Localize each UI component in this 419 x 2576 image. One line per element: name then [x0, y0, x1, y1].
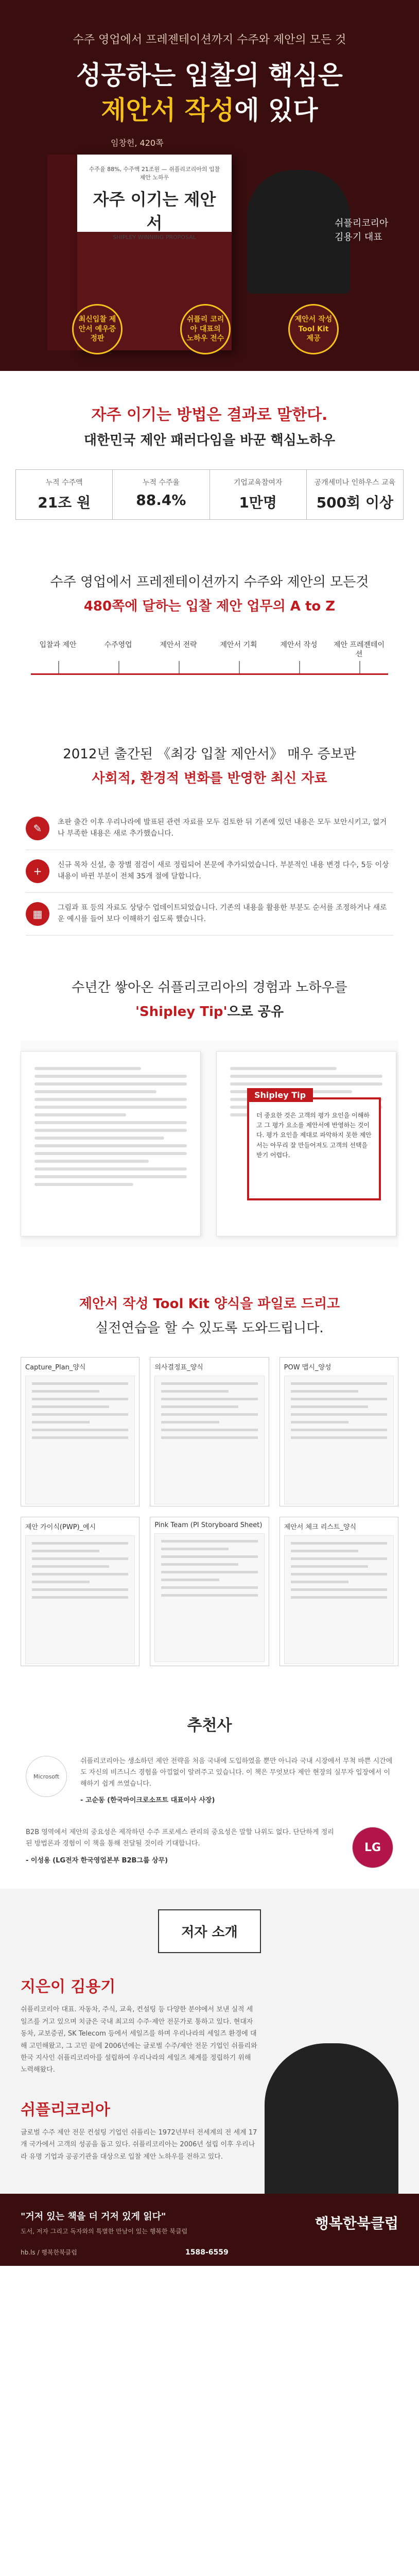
toolkit-card: 제안서 체크 리스트_양식: [280, 1517, 398, 1666]
process-step: 제안서 작성: [272, 640, 326, 650]
revision-list: [26, 807, 393, 936]
stat-label: 공개세미나 인하우스 교육: [314, 479, 396, 487]
process-step: 수주영업: [91, 640, 145, 650]
list-item: [26, 893, 393, 936]
list-item-text: 그림과 표 등의 자료도 상당수 업데이트되었습니다. 기존의 내용을 활용한 부분도 순서를 조정하거나 새로운 예시를 들어 보다 이해하기 쉽도록 했습니다.: [58, 904, 387, 924]
author-caption: [335, 216, 388, 244]
hero-byline: 임창헌, 420쪽: [111, 138, 164, 148]
author-caption-company: 쉬플리코리아: [335, 218, 389, 229]
company-bio: 글로벌 수주 제안 전문 컨설팅 기업인 쉬플리는 1972년부터 전세계의 전 세계 17개 국가에서 고객의 성공을 돕고 있다. 쉬플리코리아는 2006년 설립 이후 우리나라 유명 기업과 공공기관을 대상으로 입찰 제안 노하우를 전하고 있다.: [21, 2128, 257, 2161]
stat-trainees: [210, 470, 307, 519]
process-step: 제안 프레젠테이션: [332, 640, 386, 659]
toolkit-card: 제안 가이식(PWP)_예시: [21, 1517, 139, 1666]
stat-value: 1만명: [239, 494, 277, 511]
footer: [0, 2194, 419, 2266]
toolkit-card: 의사결정표_양식: [150, 1357, 269, 1506]
process-step: 제안서 전략: [151, 640, 205, 650]
footer-quote: "거저 있는 책을 더 거저 있게 읽다": [21, 2211, 166, 2222]
list-item: [26, 850, 393, 893]
stat-value: 500회 이상: [316, 494, 394, 511]
toolkit-section: [0, 1262, 419, 1682]
list-item-text: 초판 출간 이후 우리나라에 발표된 관련 자료를 모두 검토한 뒤 기존에 있던 내용은 모두 보안시키고, 없거나 부족한 내용은 새로 추가했습니다.: [58, 818, 387, 838]
lg-logo: LG: [352, 1827, 393, 1868]
stat-label: 누적 수주율: [142, 479, 180, 487]
toolkit-card: Pink Team (PI Storyboard Sheet): [150, 1517, 269, 1666]
stat-label: 기업교육참여자: [233, 479, 283, 487]
results-section: [0, 371, 419, 535]
stat-label: 누적 수주액: [45, 479, 83, 487]
recommendation-signature: - 고순동 (한국마이크로소프트 대표이사 사장): [80, 1797, 215, 1805]
toolkit-card: Capture_Plan_양식: [21, 1357, 139, 1506]
hero-section: [0, 0, 419, 371]
scope-section: [0, 535, 419, 713]
tip-subheadline: [0, 1001, 419, 1020]
author-bio: 쉬플리코리아 대표. 자동차, 주식, 교육, 컨설팅 등 다양한 분야에서 보낸 실적 세일즈를 거고 있으며 치금은 국내 최고의 수주·제안 전문가로 통하고 있다. 현대자동차, 교보증권, SK Telecom 등에서 세일즈를 하며 우리나라의 세일즈 환경에 대해 고민해왔고, 그 고민 끝에 2006년에는 글로벌 수주/제안 전문 기업인 쉬플리와 한국 지사인 쉬플리코리아를 설립하여 우리나라의 세일즈 체계를 정립하기 위해 노력해왔다.: [21, 2006, 257, 2074]
list-item: [26, 807, 393, 850]
hero-title: [0, 58, 419, 128]
process-flow: [31, 640, 388, 697]
publisher-logo: 행복한북클럽: [315, 2214, 398, 2232]
shipley-tip-text: 더 중요한 것은 고객의 평가 요인을 이해하고 그 평가 요소를 제안서에 반영하는 것이다. 평가 요인을 제대로 파악하지 못한 제안서는 아무리 잘 만들어져도 고객의 선택을 받기 어렵다.: [256, 1112, 372, 1159]
book-subtitle: SHIPLEY WINNING PROPOSAL: [113, 234, 196, 241]
stat-total-amount: [16, 470, 113, 519]
footer-subtext: 도서, 저자 그리고 독자와의 특별한 만남이 있는 행복한 북클럽: [21, 2227, 188, 2235]
stat-seminars: [307, 470, 403, 519]
toolkit-headline: 제안서 작성 Tool Kit 양식을 파일로 드리고: [79, 1296, 340, 1312]
hero-title-line1: 성공하는 입찰의 핵심은: [76, 60, 343, 90]
recommendation-section: [0, 1682, 419, 1889]
left-page: [21, 1051, 201, 1236]
results-headline: 자주 이기는 방법은 결과로 말한다.: [91, 406, 328, 424]
shipley-tip-box: [247, 1090, 381, 1200]
footer-link[interactable]: hb.ls / 행복한북클럽: [21, 2248, 77, 2256]
recommendation-text: 쉬플리코리아는 생소하던 제안 전략을 처음 국내에 도입하였을 뿐만 아니라 국내 시장에서 무척 바쁜 시간에도 자신의 비즈니스 경험을 아낌없이 알려주고 있습니다. 이 책은 무엇보다 제안 현장의 실무자 입장에서 이해하기 쉽게 쓰였습니다.: [80, 1757, 393, 1788]
tip-subheadline-rest: 으로 공유: [227, 1004, 284, 1020]
hero-title-highlight: 제안서 작성: [101, 95, 235, 125]
toolkit-card: POW 맵시_양성: [280, 1357, 398, 1506]
book-cover-top: [77, 155, 232, 241]
recommendation-text: B2B 영역에서 제안의 중요성은 제작하던 수주 프로세스 관리의 중요성은 말할 나위도 없다. 단단하게 정리된 방법론과 경험이 이 책을 통해 전달될 것이라 기대합니다.: [26, 1828, 334, 1848]
microsoft-logo: Microsoft: [26, 1756, 67, 1797]
stat-value: 88.4%: [136, 492, 186, 509]
document-icon: ✎: [26, 817, 49, 840]
author-caption-name: 김용기 대표: [335, 232, 382, 243]
scope-subheadline: 480쪽에 달하는 입찰 제안 업무의 A to Z: [83, 599, 336, 614]
author-section-badge: 저자 소개: [158, 1909, 261, 1953]
company-name: 쉬플리코리아: [21, 2100, 110, 2119]
revision-section: [0, 713, 419, 951]
book-spread: [21, 1041, 398, 1247]
recommendation-signature: - 이성용 (LG전자 한국영업본부 B2B그룹 상무): [26, 1856, 168, 1865]
revision-headline: 2012년 출간된 《최강 입찰 제안서》 매우 증보판: [63, 747, 356, 762]
badge-special-edition: 최신입찰 제안서 예우증정판: [72, 304, 123, 354]
badge-toolkit: 제안서 작성 Tool Kit 제공: [288, 304, 339, 354]
recommendation-item: [26, 1756, 393, 1806]
author-name: 지은이 김용기: [21, 1978, 116, 1996]
hero-title-line2: [0, 93, 419, 128]
chart-icon: ▦: [26, 902, 49, 926]
author-section: [0, 1889, 419, 2194]
stat-value: 21조 원: [38, 494, 91, 511]
tip-section: [0, 951, 419, 1262]
badge-know-how: 쉬플리 코리아 대표의 노하우 전수: [180, 304, 231, 354]
book-title: 자주 이기는 제안서: [93, 190, 216, 233]
tip-highlight: 'Shipley Tip': [135, 1004, 228, 1020]
toolkit-grid: [21, 1357, 398, 1666]
list-item-text: 신규 목차 신설, 총 장별 점검이 새로 정립되어 본문에 추가되었습니다. 부분적인 내용 변경 다수, 5등 이상 내용이 바뀐 부분이 전체 35개 절에 달합니다.: [58, 861, 389, 881]
footer-phone: 1588-6559: [185, 2248, 229, 2257]
process-step: 입찰과 제안: [31, 640, 85, 650]
scope-headline: 수주 영업에서 프레젠테이션까지 수주와 제안의 모든것: [50, 574, 369, 590]
hero-tagline: 수주 영업에서 프레젠테이션까지 수주와 제안의 모든 것: [73, 33, 346, 46]
toolkit-subheadline: 실전연습을 할 수 있도록 도와드립니다.: [95, 1320, 324, 1336]
tip-headline: 수년간 쌓아온 쉬플리코리아의 경험과 노하우를: [72, 980, 347, 995]
results-subheadline: 대한민국 제안 패러다임을 바꾼 핵심노하우: [83, 433, 336, 448]
hero-title-rest: 에 있다: [234, 95, 318, 125]
book-blurb: 수주율 88%, 수주액 21조원 — 쉬플리코리아의 입찰 제안 노하우: [89, 166, 220, 181]
hero-badges: [0, 304, 419, 361]
shipley-tip-label: Shipley Tip: [247, 1088, 313, 1102]
add-icon: +: [26, 859, 49, 883]
stat-win-rate: [113, 470, 210, 519]
revision-subheadline: 사회적, 환경적 변화를 반영한 최신 자료: [92, 771, 327, 786]
process-step: 제안서 기획: [212, 640, 266, 650]
recommendation-title: 추천사: [187, 1717, 232, 1735]
process-line: [31, 673, 388, 675]
stats-row: [15, 469, 404, 520]
recommendation-item: [26, 1827, 393, 1868]
